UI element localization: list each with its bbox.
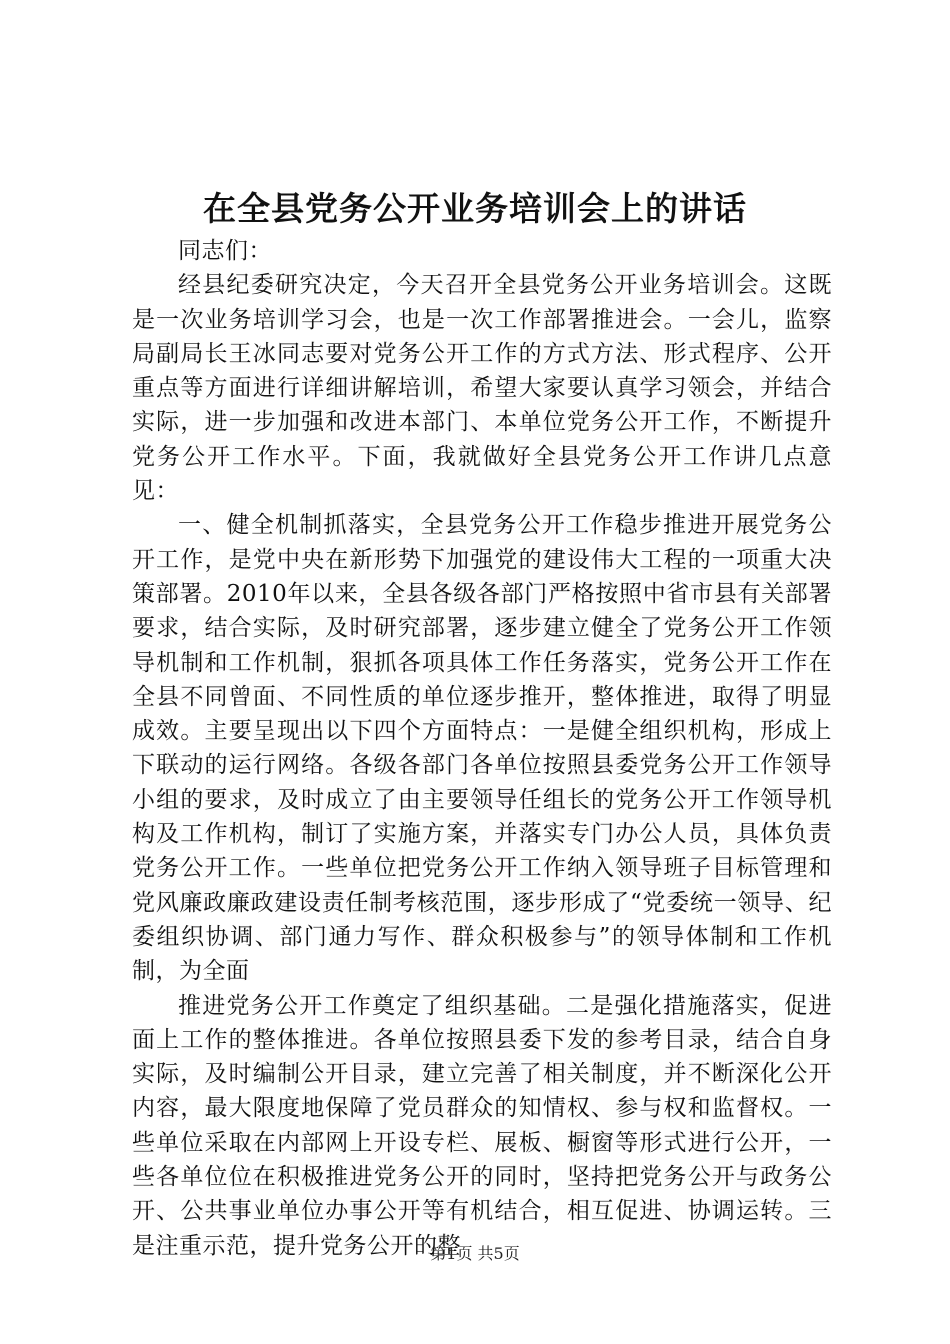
salutation: 同志们： bbox=[178, 238, 272, 264]
document-title: 在全县党务公开业务培训会上的讲话 bbox=[203, 189, 747, 228]
page-number-footer: 第1页 共5页 bbox=[430, 1244, 520, 1263]
document-body bbox=[132, 234, 832, 1263]
paragraph: 经县纪委研究决定，今天召开全县党务公开业务培训会。这既是一次业务培训学习会，也是一次工作部署推进会。一会儿，监察局副局长王冰同志要对党务公开工作的方式方法、形式程序、公开重点等方面进行详细讲解培训，希望大家要认真学习领会，并结合实际，进一步加强和改进本部门、本单位党务公开工作，不断提升党务公开工作水平。下面，我就做好全县党务公开工作讲几点意见： bbox=[132, 272, 832, 505]
paragraph: 推进党务公开工作奠定了组织基础。二是强化措施落实，促进面上工作的整体推进。各单位按照县委下发的参考目录，结合自身实际，及时编制公开目录，建立完善了相关制度，并不断深化公开内容，最大限度地保障了党员群众的知情权、参与权和监督权。一些单位采取在内部网上开设专栏、展板、橱窗等形式进行公开，一些各单位位在积极推进党务公开的同时，坚持把党务公开与政务公开、公共事业单位办事公开等有机结合，相互促进、协调运转。三是注重示范，提升党务公开的整 bbox=[132, 992, 832, 1259]
paragraph: 一、健全机制抓落实，全县党务公开工作稳步推进开展党务公开工作，是党中央在新形势下加强党的建设伟大工程的一项重大决策部署。2010年以来，全县各级各部门严格按照中省市县有关部署要求，结合实际，及时研究部署，逐步建立健全了党务公开工作领导机制和工作机制，狠抓各项具体工作任务落实，党务公开工作在全县不同曾面、不同性质的单位逐步推开，整体推进，取得了明显成效。主要呈现出以下四个方面特点：一是健全组织机构，形成上下联动的运行网络。各级各部门各单位按照县委党务公开工作领导小组的要求，及时成立了由主要领导任组长的党务公开工作领导机构及工作机构，制订了实施方案，并落实专门办公人员，具体负责党务公开工作。一些单位把党务公开工作纳入领导班子目标管理和党风廉政廉政建设责任制考核范围，逐步形成了“党委统一领导、纪委组织协调、部门通力写作、群众积极参与”的领导体制和工作机制，为全面 bbox=[132, 512, 832, 985]
